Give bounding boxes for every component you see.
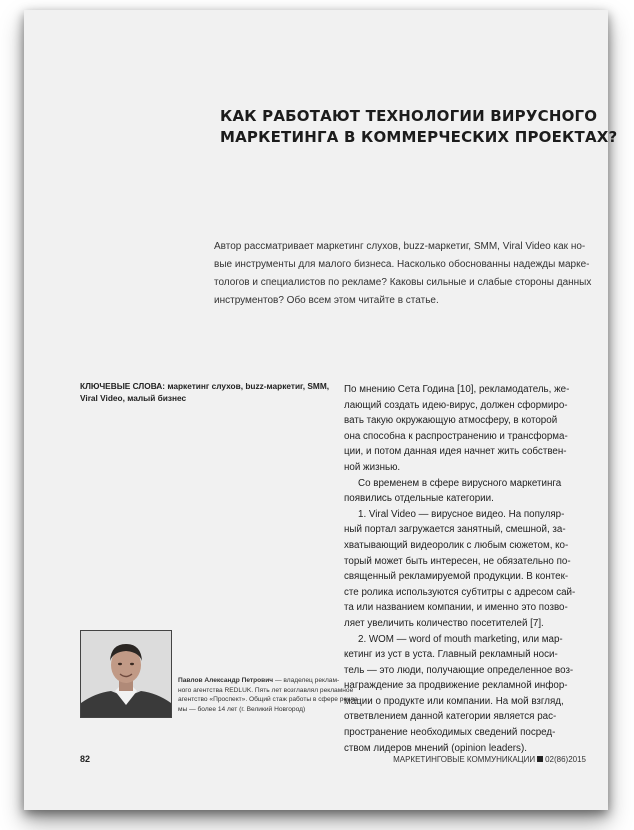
body-line: тель — это люди, получающие определенное воз- [344,664,574,676]
body-line: ляет увеличить количество посетителей [7]. [344,617,544,629]
author-info-line: мы — более 14 лет (г. Великий Новгород) [178,705,306,713]
keywords-line: Viral Video, малый бизнес [80,393,187,403]
body-line: появились отдельные категории. [344,493,494,505]
author-portrait-image [81,631,171,717]
body-line: ции, и потом данная идея начнет жить собствен- [344,446,567,458]
body-line: хватывающий видеоролик с любым сюжетом, ко- [344,539,569,551]
author-info [178,676,360,714]
body-line: пространение необходимых сведений посред- [344,727,556,739]
magazine-page [24,10,618,810]
body-line: она способна к распространению и трансформа- [344,430,568,442]
body-line: ством лидеров мнений (opinion leaders). [344,742,527,754]
page-number: 82 [80,754,91,764]
body-line: торый может быть интересен, не обязательно по- [344,555,571,567]
journal-footer [393,755,586,764]
body-line: ный портал загружается занятный, смешной, за- [344,524,566,536]
abstract-line: Автор рассматривает маркетинг слухов, buzz-маркетиг, SMM, Viral Video как но- [214,241,586,252]
body-line: священный рекламируемой продукции. В контек- [344,571,569,583]
body-line: 1. Viral Video — вирусное видео. На популяр- [358,508,565,520]
body-line: ной жизнью. [344,461,401,473]
body-line: Со временем в сфере вирусного маркетинга [358,477,562,489]
title-line: МАРКЕТИНГА В КОММЕРЧЕСКИХ ПРОЕКТАХ? [220,128,618,146]
square-separator-icon [537,756,543,762]
abstract-line: инструментов? Обо всем этом читайте в статье. [214,295,439,306]
journal-issue: 02(86)2015 [545,755,586,764]
body-line: ответвлением данной категории является рас- [344,711,557,723]
article-title [220,106,618,148]
body-line: вать такую окружающую атмосферу, в которой [344,415,558,427]
author-photo [80,630,172,718]
author-info-line [178,676,348,686]
abstract-line: вые инструменты для малого бизнеса. Насколько обоснованны надежды марке- [214,259,590,270]
body-line: та или названием компании, и именно это позво- [344,602,568,614]
keywords-line: КЛЮЧЕВЫЕ СЛОВА: маркетинг слухов, buzz-маркетиг, SMM, [80,381,330,391]
article-body [344,382,604,756]
body-line: 2. WOM — word of mouth marketing, или мар- [358,633,563,645]
keywords [80,380,340,404]
author-name: Павлов Александр Петрович [178,677,274,684]
body-line: По мнению Сета Година [10], рекламодатель, же- [344,384,570,395]
body-line: награждение за продвижение рекламной инфор- [344,680,568,692]
body-line: кетинг из уст в уста. Главный рекламный носи- [344,649,558,661]
journal-name: МАРКЕТИНГОВЫЕ КОММУНИКАЦИИ [393,755,536,764]
title-line: КАК РАБОТАЮТ ТЕХНОЛОГИИ ВИРУСНОГО [220,107,598,125]
author-info-line: ного агентства REDLUK. Пять лет возглавлял рекламное [178,686,354,694]
abstract-line: тологов и специалистов по рекламе? Каковы сильные и слабые стороны данных [214,277,592,288]
author-bio: — владелец реклам- [273,677,340,684]
body-line: сте ролика используются субтитры с адресом сай- [344,586,576,598]
article-abstract [214,238,594,310]
body-line: мации о продукте или компании. На мой взгляд, [344,695,564,707]
body-line: лающий создать идею-вирус, должен сформиро- [344,399,568,411]
author-info-line: агентство «Проспект». Общий стаж работы в сфере рекла- [178,696,360,703]
